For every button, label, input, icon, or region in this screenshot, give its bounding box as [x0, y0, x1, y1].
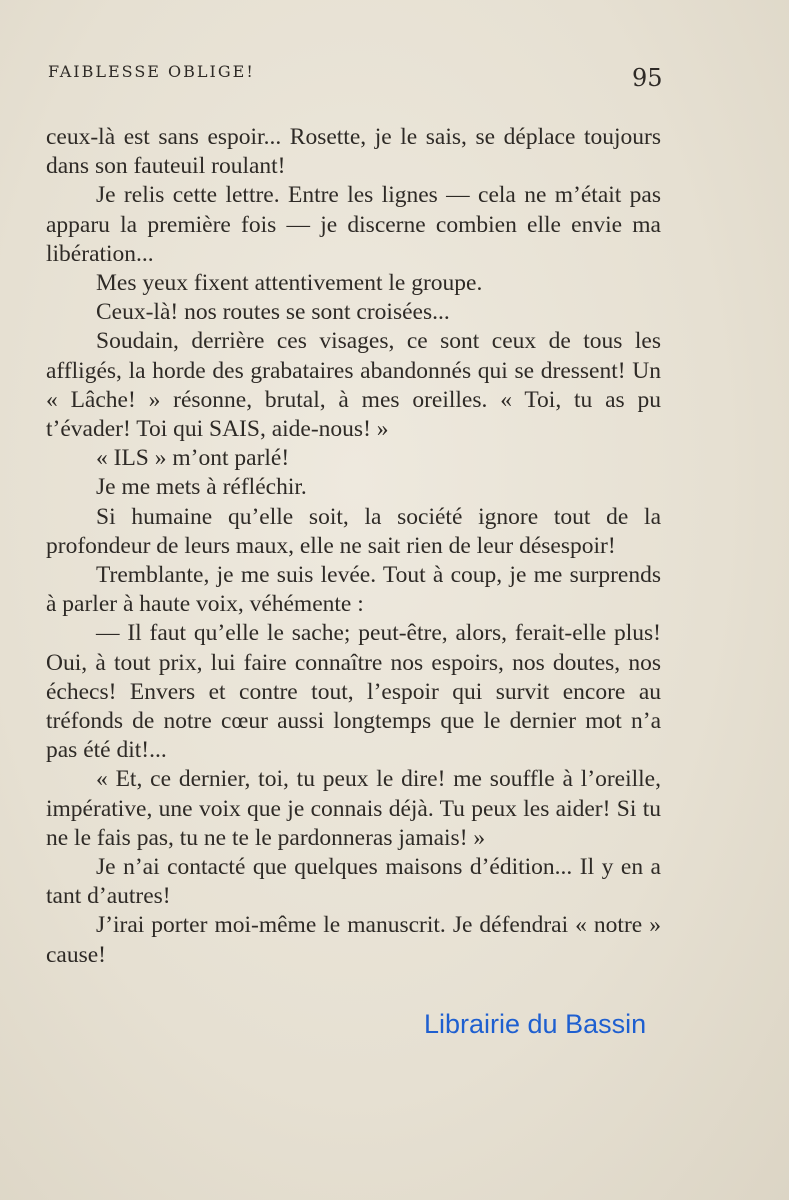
page-number: 95: [632, 64, 663, 92]
paragraph: ceux-là est sans espoir... Rosette, je le sais, se déplace toujours dans son fauteuil roulant!: [46, 124, 661, 180]
paragraph: Soudain, derrière ces visages, ce sont ceux de tous les affligés, la horde des grabataires abandonnés qui se dressent! Un « Lâche! » résonne, brutal, à mes oreilles. « Toi, tu as pu t’évader! Toi qui SAIS, aide-nous! »: [46, 328, 661, 443]
body-text: [46, 123, 661, 970]
paragraph: Mes yeux fixent attentivement le groupe.: [96, 270, 483, 297]
paragraph: Je me mets à réfléchir.: [96, 474, 307, 501]
paragraph: « ILS » m’ont parlé!: [96, 445, 290, 472]
paragraph: Je n’ai contacté que quelques maisons d’édition... Il y en a tant d’autres!: [46, 854, 661, 910]
paragraph: Je relis cette lettre. Entre les lignes — cela ne m’était pas apparu la première fois — je discerne combien elle envie ma libération...: [46, 182, 661, 267]
paragraph: « Et, ce dernier, toi, tu peux le dire! me souffle à l’oreille, impérative, une voix que je connais déjà. Tu peux les aider! Si tu ne le fais pas, tu ne te le pardonneras jamais! »: [46, 766, 661, 851]
running-head-title: FAIBLESSE OBLIGE!: [48, 62, 255, 81]
paragraph: Si humaine qu’elle soit, la société ignore tout de la profondeur de leurs maux, elle ne sait rien de leur désespoir!: [46, 503, 661, 559]
paragraph: J’irai porter moi-même le manuscrit. Je défendrai « notre » cause!: [46, 912, 661, 968]
seller-watermark: Librairie du Bassin: [424, 1009, 647, 1039]
paragraph: Ceux-là! nos routes se sont croisées...: [96, 299, 450, 326]
paragraph: Tremblante, je me suis levée. Tout à coup, je me surprends à parler à haute voix, véhémente :: [46, 562, 661, 618]
paragraph: — Il faut qu’elle le sache; peut-être, alors, ferait-elle plus! Oui, à tout prix, lui faire connaître nos espoirs, nos doutes, nos échecs! Envers et contre tout, l’espoir qui survit encore au tréfonds de notre cœur aussi longtemps que le dernier mot n’a pas été dit!...: [46, 620, 661, 764]
